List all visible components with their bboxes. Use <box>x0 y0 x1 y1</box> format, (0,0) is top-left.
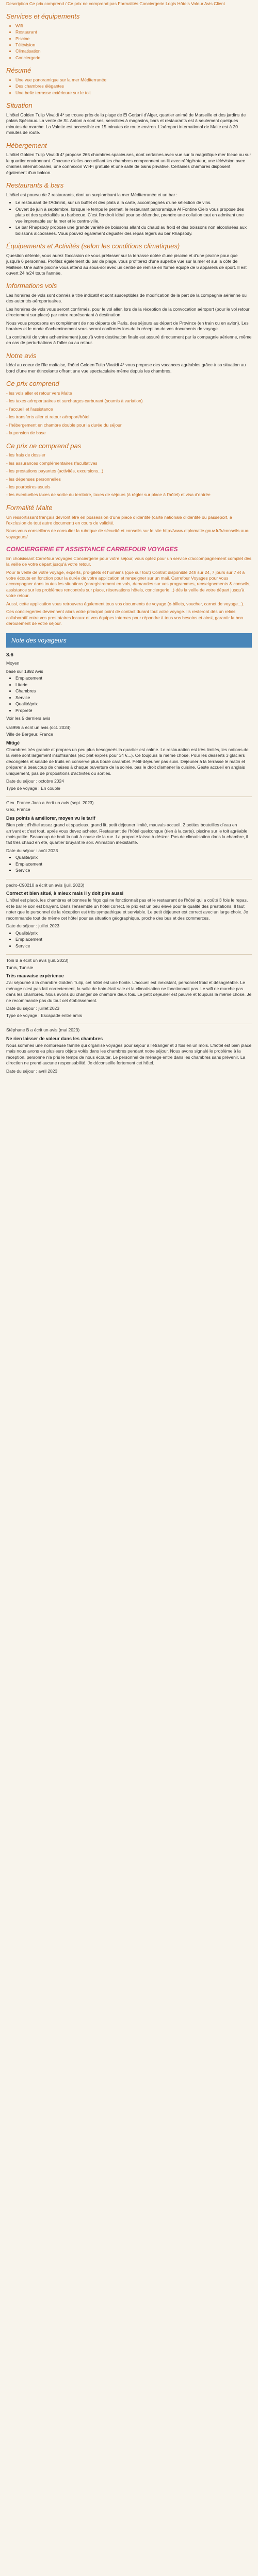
criterion: • Emplacement <box>15 937 252 942</box>
list-item: • Ouvert de juin à septembre, lorsque le temps le permet, le restaurant panoramique Al Fontine Cielo vous propose des plats et des spécialités au barbecue. C'est l'endroit idéal pour se détendre, prendre une collation tout en admirant une vue imprenable sur la mer et le centre-ville. <box>15 207 252 224</box>
review-text: Bien point d'hôtel assez grand et spacieux, grand lit, petit déjeuner limité, mauvais accueil. 2 petites bouteilles d'eau en arrivant et c'est tout, après vous devez acheter. Restaurant de l'hôtel quelconque (rien à la carte), piscine sur le toit agréable mais petite. Beaucoup de bruit la nuit à cause de la rue. La propreté laisse à désirer. Pas de climatisation dans la chambre, il fait très chaud en été, quartier bruyant le soir. Animation inexistante. <box>6 822 248 845</box>
informations-p4: La continuité de votre acheminement jusqu'à votre destination finale est assuré directement par la compagnie aérienne, même en cas de perturbations à l'aller ou au retour. <box>6 334 252 346</box>
review-author: vali996 a écrit un avis (oct. 2024) <box>6 724 71 730</box>
review-type: Type de voyage : Escapade entre amis <box>6 1012 82 1018</box>
formalites-p1: Un ressortissant français devront être en possession d'une pièce d'identité (carte nationale d'identité ou passeport, a l'exclusion de tout autre document) en cours de validité. <box>6 514 232 526</box>
comprend-list <box>6 391 252 436</box>
loisirs-heading: Équipements et Activités (selon les conditions climatiques) <box>6 242 180 250</box>
review-date: Date du séjour : août 2023 <box>6 848 58 853</box>
review-author: Gex_France Jaco a écrit un avis (sept. 2023) <box>6 800 94 805</box>
criterion: • Service <box>15 868 252 873</box>
rating-label: Moyen <box>6 660 20 666</box>
hebergement-text: L'hôtel Golden Tulip Vivaldi 4* propose 265 chambres spacieuses, dont certaines avec vue sur la magnifique mer bleue ou sur le quartier environnant. Chacune d'elles accueillant les chambres comprennent un lit avec réfrigérateur, une télévision avec chaînes internationales, une connexion Wi-Fi gratuite et une salle de bains privative. Certaines chambres disposent également d'un balcon. <box>6 152 251 175</box>
list-item: • Une vue panoramique sur la mer Méditerranée <box>15 77 252 83</box>
services-list <box>6 23 252 61</box>
recent-reviews-link[interactable]: Voir les 5 derniers avis <box>6 716 51 721</box>
review <box>6 883 252 949</box>
loisirs-text: Question détente, vous aurez l'occasion de vous prélasser sur la terrasse dotée d'une piscine et d'une piscine pour que jusqu'à 6 personnes. Profitez également du bar de plage, vous profiterez d'une superbe vue sur la mer et sur la côte de Maltese. Une autre piscine vous attend au sous-sol avec un centre de remise en forme équipé de 6 appareils de sport. Il est ouvert 24 h/24 toute l'année. <box>6 252 247 276</box>
list-item: - l'accueil et l'assistance <box>6 406 53 412</box>
review-author: pedro-C90210 a écrit un avis (juil. 2023) <box>6 882 85 888</box>
hebergement-heading: Hébergement <box>6 141 47 149</box>
criterion: • Chambres <box>15 688 252 694</box>
criterion: • Literie <box>15 682 252 688</box>
conciergerie-p3: Aussi, cette application vous retrouvera également tous vos documents de voyage (e-billets, voucher, carnet de voyage...). <box>6 601 245 606</box>
review-title: Très mauvaise expérience <box>6 973 64 979</box>
list-item: - les assurances complémentaires (facultatives <box>6 460 98 466</box>
review-text: J'ai séjourné à la chambre Golden Tulip, cet hôtel est une honte. L'accueil est inexistant, personnel froid et désagréable. Le ménage n'est pas fait correctement, la salle de bain était sale et la climatisation ne fonctionnait pas. Le wifi ne marche pas dans les chambres. Nous avons dû changer de chambre deux fois. Le petit déjeuner est pauvre et toujours la même chose. Je ne recommande pas du tout cet établissement. <box>6 980 252 1003</box>
review <box>6 725 252 791</box>
restaurants-text: L'hôtel est pourvu de 2 restaurants, dont un surplombant la mer Méditerranée et un bar : <box>6 192 178 197</box>
criterion: • Service <box>15 943 252 949</box>
list-item: • Conciergerie <box>15 55 252 61</box>
informations-p1: Les horaires de vols sont donnés à titre indicatif et sont susceptibles de modification de la part de la compagnie aérienne ou des autorités aéroportuaires. <box>6 293 247 304</box>
rating-score: 3.6 <box>6 652 13 658</box>
criterion: • Qualité/prix <box>15 930 252 936</box>
informations-p3: Nous vous proposons en complément de nos départs de Paris, des séjours au départ de Province (en train ou en avion). Les horaires et le mode d'acheminement vous seront confirmés lors de la réception de vos documents de voyage. <box>6 320 249 332</box>
resume-list <box>6 77 252 96</box>
list-item: - l'hébergement en chambre double pour la durée du séjour <box>6 422 122 428</box>
list-item: • Restaurant <box>15 29 252 35</box>
informations-p2: Les horaires de vols vous seront confirmés, pour le vol aller, lors de la réception de la convocation aéroport (pour le vol retour directement sur place) par notre représentant à destination. <box>6 306 250 318</box>
formalites-p2[interactable]: Nous vous conseillons de consulter la rubrique de sécurité et conseils sur le site http://www.diplomatie.gouv.fr/fr/conseils-aux-voyageurs/ <box>6 528 250 539</box>
criterion: • Emplacement <box>15 675 252 681</box>
review-criteria <box>6 855 252 873</box>
list-item: - les prestations payantes (activités, excursions...) <box>6 468 104 474</box>
review-author: Toni B a écrit un avis (juil. 2023) <box>6 958 69 963</box>
list-item: • Une belle terrasse extérieure sur le toit <box>15 90 252 96</box>
informations-heading: Informations vols <box>6 282 57 290</box>
page <box>0 0 258 1074</box>
situation-text: L'hôtel Golden Tulip Vivaldi 4* se trouve près de la plage de El Gorjani d'Alger, quartier animé de Marseille et des jardins de palais Spéciaux. La vente de St. Antoni a sont ses, sensibles à magasins, bars et restaurants est à seulement quelques minutes de marche. La Valette est accessible en 15 minutes de route environ. L'aéroport international de Malte est à 20 minutes de route. <box>6 112 246 135</box>
criterion: • Propreté <box>15 708 252 714</box>
notre-avis-text: Idéal au coeur de l'île maltaise, l'hôtel Golden Tulip Vivaldi 4* vous propose des vacances agréables grâce à sa situation au bord d'une mer étincelante offrant une vue spectaculaire même depuis les chambres. <box>6 362 246 374</box>
review-date: Date du séjour : octobre 2024 <box>6 778 64 784</box>
review-text: Nous sommes une nombreuse famille qui organise voyages pour séjour à l'étranger et 3 fois en un mois. L'hôtel est bien placé mais nous avons eu plusieurs objets volés dans les chambres pendant notre séjour. Nous avons signalé le problème à la réception, personne n'a pris le temps de nous écouter. Le personnel de ménage entre dans les chambres sans prévenir. La direction ne prend aucune responsabilité. Je déconseille fortement cet hôtel. <box>6 1042 252 1066</box>
review-title: Ne rien laisser de valeur dans les chambres <box>6 1036 103 1041</box>
review-criteria <box>6 930 252 949</box>
conciergerie-heading: CONCIERGERIE ET ASSISTANCE CARREFOUR VOYAGES <box>6 546 178 553</box>
review-text: Chambres très grande et propres un peu plus besogneés la quartier est calme. Le restauration est très limités, les notions de la vielle sont largement insuffisantes (ex: plat exprès pour 34 €...). Ce toujours la même chose. Pour les desserts 3 glaciers décongelés et salade de fruits en conserve plus boule carambel. Petit-déjeuner pas suivi. Déjeuner à la terrasse le matin et préparer à beaucoup de chaises à chaque ouverture de la soirée, pas le droit d'amener la cuisine. Geste accueil en anglais uniquement, pas de propositions d'activités ou sorties. <box>6 747 249 776</box>
review-city: Tunis, Tunisie <box>6 964 34 970</box>
ne-comprend-heading: Ce prix ne comprend pas <box>6 442 82 450</box>
ne-comprend-list <box>6 452 252 498</box>
rating-criteria <box>6 675 252 714</box>
review <box>6 800 252 874</box>
list-item: - les frais de dossier <box>6 452 46 458</box>
review-author: Stéphane B a écrit un avis (mai 2023) <box>6 1027 80 1033</box>
conciergerie-p2: Pour la veille de votre voyage, experts, pro-gilets et humains (que sur tout) Contrat disponible 24h sur 24, 7 jours sur 7 et à votre écoute en fonction pour la durée de votre application et renseigner sur un mail. Carrefour Voyages pour vous accompagner dans toutes les situations (enregistrement en vols, demandes sur vos programmes, renseignements & conseils, assistance sur les problèmes rencontrés sur place, réservations hôtels, conciergerie...) dès la veille de votre départ jusqu'à votre retour. <box>6 569 251 599</box>
review-date: Date du séjour : juillet 2023 <box>6 1006 60 1011</box>
restaurants-list <box>6 200 252 236</box>
review-city: Ville de Bergeur, France <box>6 732 54 737</box>
list-item: - les transferts aller et retour aéroport/hôtel <box>6 414 90 420</box>
conciergerie-p4: Ces conciergeries deviennent alors votre principal point de contact durant tout votre voyage. Ils resteront dès un relais collaboratif entre vos prestataires locaux et vos équipes internes pour répondre à tous vos besoins et ainsi, garantir la bon déroulement de votre séjour. <box>6 609 243 626</box>
review-city: Gex, France <box>6 807 30 812</box>
review-text: L'hôtel est placé, les chambres et bonnes le frigo qui ne fonctionnait pas et le restaurant de l'hôtel qui a coûté 3 fois le repas, et le bar le soir est bruyant. Dans l'ensemble un hôtel correct, le prix est un peu élevé pour la qualité des prestations. Il faut noter que le personnel de la réception est très sympathique et serviable. Le petit déjeuner est correct avec un large choix. Je recommande tout de même cet hôtel pour sa situation géographique, proche des bus et des commerces. <box>6 897 248 921</box>
restaurants-heading: Restaurants & bars <box>6 181 64 190</box>
criterion: • Service <box>15 695 252 701</box>
review <box>6 958 252 1019</box>
list-item: - les dépenses personnelles <box>6 476 61 482</box>
divider <box>6 796 252 797</box>
criterion: • Qualité/prix <box>15 701 252 707</box>
list-item: • Climatisation <box>15 48 252 54</box>
divider <box>6 954 252 955</box>
comprend-heading: Ce prix comprend <box>6 380 59 388</box>
review-date: Date du séjour : juillet 2023 <box>6 923 60 929</box>
review-title: Correct et bien situé, à mieux mais il y doit pire aussi <box>6 891 124 896</box>
criterion: • Emplacement <box>15 861 252 867</box>
list-item: • Des chambres élégantes <box>15 83 252 89</box>
rating-total: basé sur 1892 Avis <box>6 668 43 674</box>
situation-heading: Situation <box>6 101 33 110</box>
review-date: Date du séjour : avril 2023 <box>6 1068 58 1074</box>
list-item: • Télévision <box>15 42 252 48</box>
list-item: • Le bar Rhapsody propose une grande variété de boissons allant du chaud au froid et des boissons non alcoolisées aux boissons alcoolisées. Vous pouvez également déguster des repas légers au bar Rhapsody. <box>15 225 252 236</box>
list-item: - les taxes aéroportuaires et surcharges carburant (soumis à variation) <box>6 398 143 404</box>
review-title: Des points à améliorer, moyen vu le tarif <box>6 815 95 821</box>
conciergerie-p1: En choisissant Carrefour Voyages Conciergerie pour votre séjour, vous optez pour un service d'accompagnement complet dès la veille de votre départ jusqu'à votre retour. <box>6 555 252 567</box>
formalites-heading: Formalité Malte <box>6 503 53 512</box>
review <box>6 1027 252 1074</box>
list-item: - la pension de base <box>6 430 46 436</box>
services-heading: Services et équipements <box>6 12 80 21</box>
notre-avis-heading: Notre avis <box>6 351 37 360</box>
review-type: Type de voyage : En couple <box>6 785 60 791</box>
notes-heading: Note des voyageurs <box>6 633 252 648</box>
list-item: - les pourboires usuels <box>6 484 51 490</box>
resume-heading: Résumé <box>6 66 31 75</box>
list-item: • Le restaurant de l'Admiral, sur un buffet et des plats à la carte, accompagnés d'une sélection de vins. <box>15 200 252 206</box>
intro-tabs[interactable]: Description Ce prix comprend / Ce prix ne comprend pas Formalités Conciergerie Logis Hôtels Valeur Avis Client <box>6 1 225 6</box>
criterion: • Qualité/prix <box>15 855 252 860</box>
review-title: Mitigé <box>6 740 20 745</box>
list-item: • Piscine <box>15 36 252 42</box>
list-item: - les éventuelles taxes de sortie du territoire, taxes de séjours (à régler sur place à l'hôtel) et visa d'entrée <box>6 492 211 498</box>
list-item: - les vols aller et retour vers Malte <box>6 390 72 396</box>
list-item: • Wifi <box>15 23 252 29</box>
